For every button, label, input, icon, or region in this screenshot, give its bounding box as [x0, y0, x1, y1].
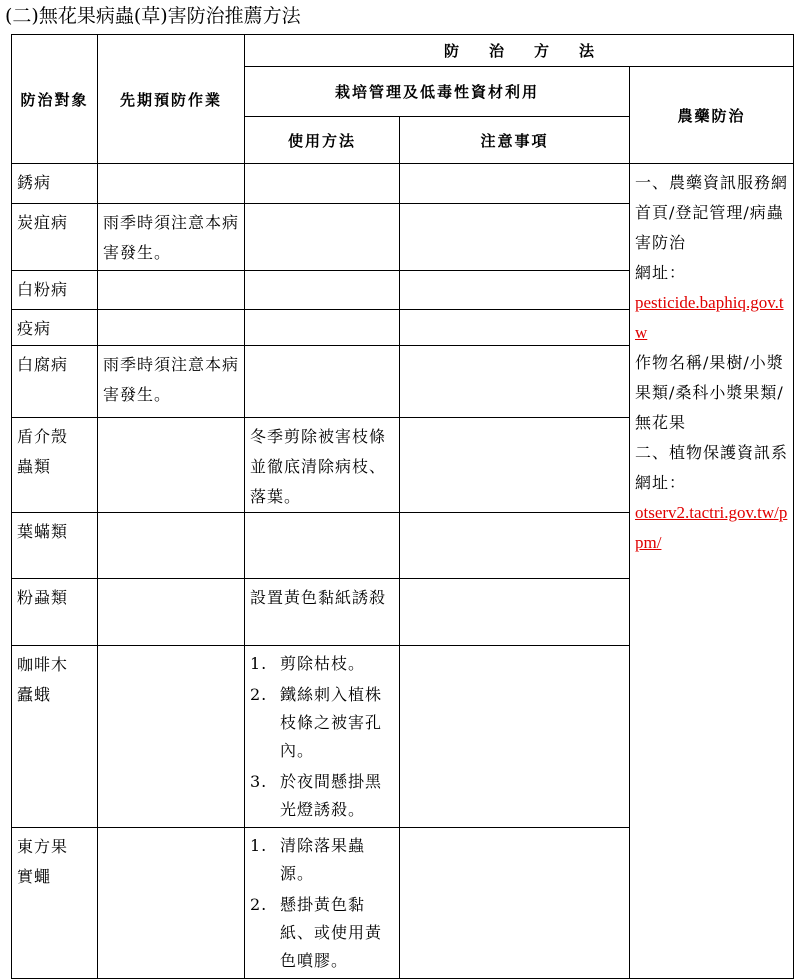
pesticide-para-2: 作物名稱/果樹/小漿果類/桑科小漿果類/無花果: [635, 353, 784, 432]
target-cell: 咖啡木蠹蛾: [12, 646, 98, 828]
usage-list: [250, 832, 395, 975]
notes-cell: [400, 310, 630, 346]
usage-cell: [245, 271, 400, 310]
header-method-group: 防治方法: [245, 35, 794, 67]
pesticide-para-1: 一、農藥資訊服務網首頁/登記管理/病蟲害防治: [635, 173, 789, 252]
prevention-cell: [98, 164, 245, 204]
target-cell: 疫病: [12, 310, 98, 346]
notes-cell: [400, 646, 630, 828]
notes-cell: [400, 346, 630, 418]
usage-cell: [245, 204, 400, 271]
notes-cell: [400, 418, 630, 513]
notes-cell: [400, 828, 630, 979]
usage-list: [250, 650, 395, 824]
target-cell: 白腐病: [12, 346, 98, 418]
usage-cell: [245, 346, 400, 418]
prevention-cell: [98, 579, 245, 646]
list-item: 2. 鐵絲刺入植株枝條之被害孔內。: [250, 685, 383, 760]
usage-cell: [245, 646, 400, 828]
header-pesticide: 農藥防治: [630, 67, 794, 164]
notes-cell: [400, 164, 630, 204]
target-cell: 葉蟎類: [12, 513, 98, 579]
target-cell: 盾介殼蟲類: [12, 418, 98, 513]
usage-cell: 設置黃色黏紙誘殺: [245, 579, 400, 646]
usage-cell: [245, 828, 400, 979]
target-cell: 炭疽病: [12, 204, 98, 271]
usage-cell: [245, 164, 400, 204]
notes-cell: [400, 271, 630, 310]
pesticide-para-3: 二、植物保護資訊系: [635, 443, 789, 462]
pesticide-link-2[interactable]: otserv2.tactri.gov.tw/ppm/: [635, 503, 788, 552]
list-item: 2. 懸掛黃色黏紙、或使用黃色噴膠。: [250, 895, 383, 970]
list-item: 1. 清除落果蟲源。: [250, 836, 366, 883]
list-item: 3. 於夜間懸掛黑光燈誘殺。: [250, 772, 383, 819]
prevention-cell: 雨季時須注意本病害發生。: [98, 346, 245, 418]
header-cultivation-group: 栽培管理及低毒性資材利用: [245, 67, 630, 117]
list-item: 1. 剪除枯枝。: [250, 654, 366, 673]
pest-control-table: [11, 34, 794, 979]
header-target: 防治對象: [12, 35, 98, 164]
target-cell: 粉蝨類: [12, 579, 98, 646]
url-label-2: 網址：: [635, 473, 687, 492]
prevention-cell: [98, 646, 245, 828]
prevention-cell: [98, 271, 245, 310]
url-label-1: 網址：: [635, 263, 687, 282]
target-cell: 銹病: [12, 164, 98, 204]
notes-cell: [400, 579, 630, 646]
header-usage: 使用方法: [245, 117, 400, 164]
page-title: (二)無花果病蟲(草)害防治推薦方法: [5, 5, 301, 27]
usage-cell: [245, 310, 400, 346]
prevention-cell: [98, 310, 245, 346]
notes-cell: [400, 204, 630, 271]
usage-cell: [245, 513, 400, 579]
prevention-cell: 雨季時須注意本病害發生。: [98, 204, 245, 271]
prevention-cell: [98, 418, 245, 513]
prevention-cell: [98, 828, 245, 979]
table-row: [12, 164, 794, 204]
target-cell: 白粉病: [12, 271, 98, 310]
prevention-cell: [98, 513, 245, 579]
notes-cell: [400, 513, 630, 579]
header-prevention: 先期預防作業: [98, 35, 245, 164]
header-notes: 注意事項: [400, 117, 630, 164]
pesticide-cell: [630, 164, 794, 979]
target-cell: 東方果實蠅: [12, 828, 98, 979]
usage-cell: 冬季剪除被害枝條並徹底清除病枝、落葉。: [245, 418, 400, 513]
pesticide-link-1[interactable]: pesticide.baphiq.gov.tw: [635, 293, 784, 342]
